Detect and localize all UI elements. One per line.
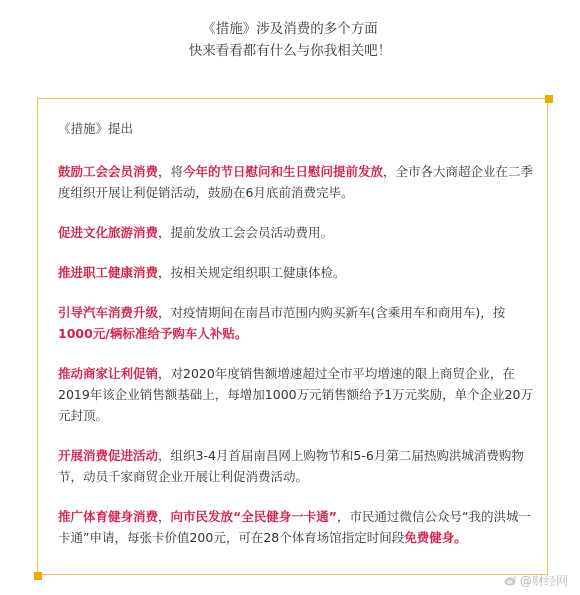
header-line-2: 快来看看都有什么与你我相关吧！ — [188, 43, 392, 59]
highlight-text: 今年的节日慰问和生日慰问提前发放 — [183, 164, 384, 179]
highlight-text: 推动商家让利促销 — [58, 366, 159, 381]
measure-item — [58, 506, 536, 548]
body-text: ，提前发放工会会员活动费用。 — [158, 225, 334, 240]
highlight-text: 促进文化旅游消费 — [58, 225, 159, 240]
body-text: ，对疫情期间在南昌市范围内购买新车(含乘用车和商用车)，按 — [158, 305, 506, 320]
frame-corner-top-right — [545, 95, 553, 103]
highlight-text: 推进职工健康消费 — [58, 265, 159, 280]
watermark-text: @财经网 — [519, 574, 568, 588]
body-text: ，组织3-4月首届南昌网上购物节和5-6月第二届热购洪城消费购物节，动员千家商贸企业开展让利促消费活动。 — [58, 448, 524, 484]
box-title: 《措施》提出 — [58, 121, 134, 136]
frame-corner-bottom-left — [34, 572, 42, 580]
body-text: ，对2020年度销售额增速超过全市平均增速的限上商贸企业，在2019年该企业销售额基础上，每增加1000万元销售额给予1万元奖励，单个企业20万元封顶。 — [58, 366, 533, 423]
highlight-text: 鼓励工会会员消费 — [58, 164, 159, 179]
measures-list — [58, 161, 536, 548]
body-text: ，按相关规定组织职工健康体检。 — [158, 265, 346, 280]
watermark — [504, 572, 568, 589]
highlight-text: 开展消费促进活动 — [58, 448, 159, 463]
measure-item — [58, 161, 536, 203]
measures-content — [58, 118, 536, 567]
measure-item — [58, 302, 536, 344]
header-line-1: 《措施》涉及消费的多个方面 — [202, 21, 378, 37]
measure-item — [58, 445, 536, 487]
measure-item — [58, 222, 536, 243]
highlight-text: 向市民发放“全民健身一卡通” — [170, 509, 337, 524]
measure-item — [58, 363, 536, 426]
measure-item — [58, 262, 536, 283]
weibo-icon — [504, 575, 517, 586]
highlight-text: 引导汽车消费升级 — [58, 305, 159, 320]
article-header — [0, 18, 580, 62]
highlight-text: 免费健身。 — [404, 530, 467, 545]
body-text: ，全市各大商超企业在二季度组织开展让利促销活动，鼓励在6月底前消费完毕。 — [58, 164, 534, 200]
body-text: ，将 — [158, 164, 184, 179]
highlight-text: 推广体育健身消费 — [58, 509, 159, 524]
highlight-text: 1000元/辆标准给予购车人补贴。 — [58, 326, 248, 341]
body-text: ， — [158, 509, 171, 524]
body-text: ，市民通过微信公众号“我的洪城一卡通”申请，每张卡价值200元，可在28个体育场馆指定时间段 — [58, 509, 531, 545]
